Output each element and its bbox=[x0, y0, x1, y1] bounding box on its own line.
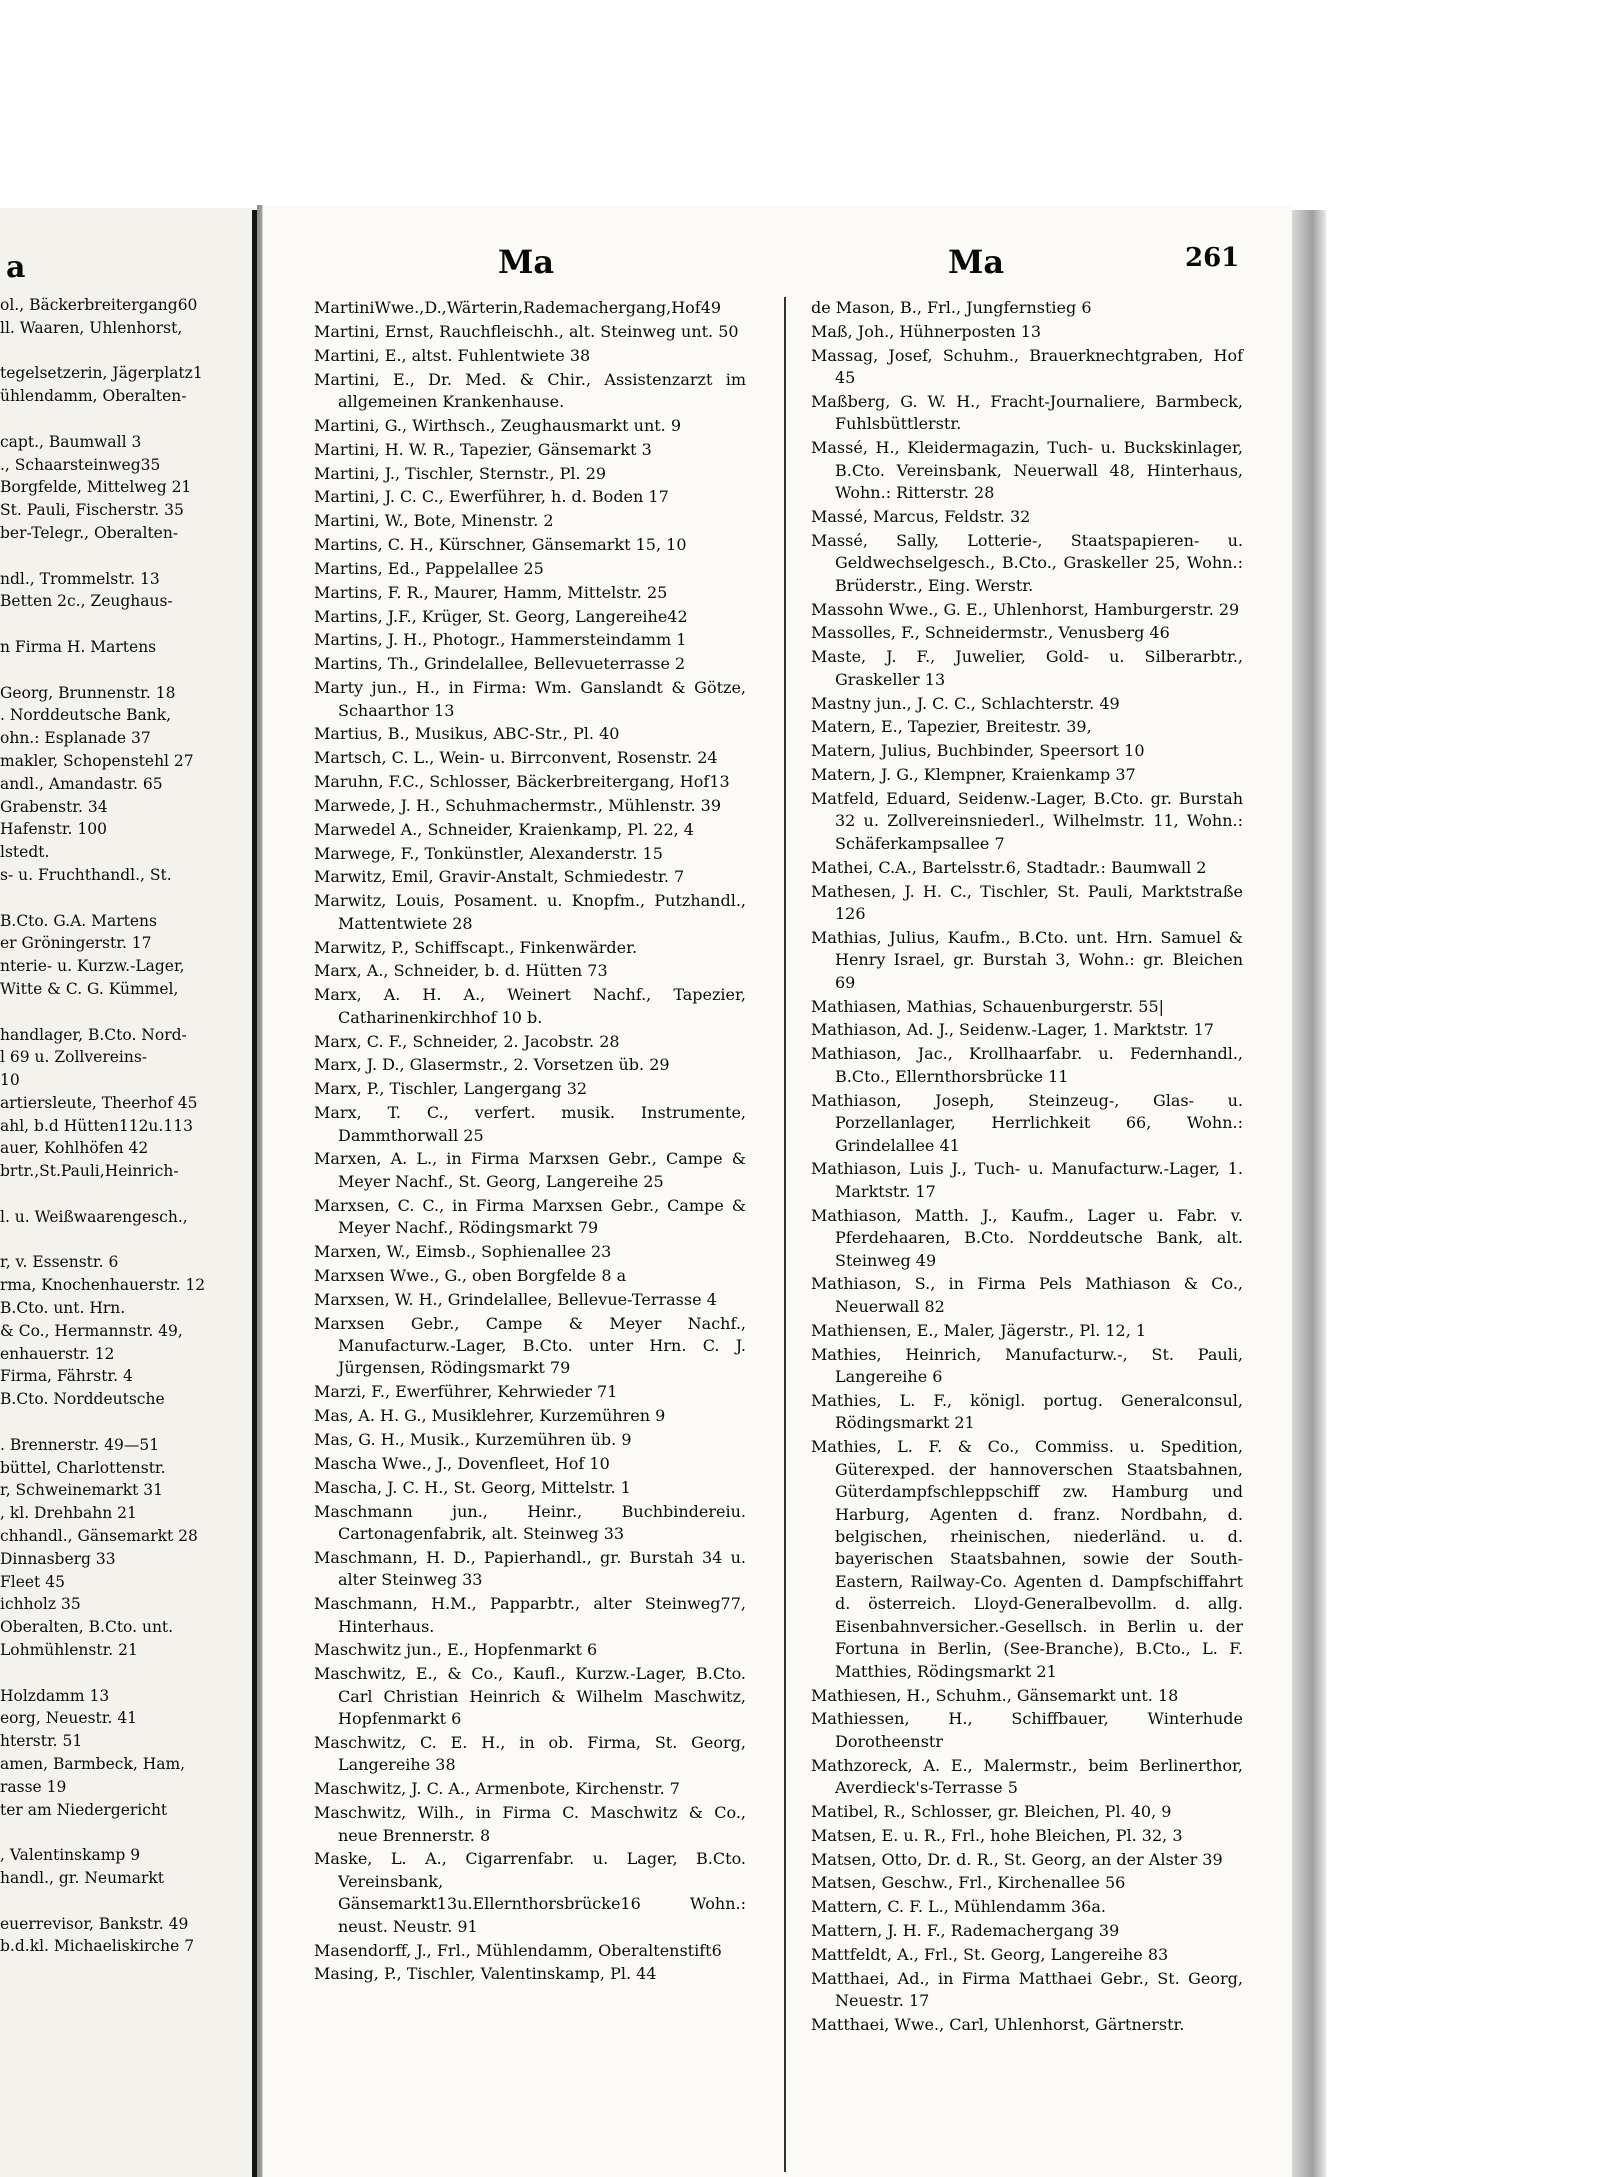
left-page-line: handl., gr. Neumarkt bbox=[0, 1868, 165, 1887]
left-page-line bbox=[0, 1229, 250, 1252]
directory-entry: de Mason, B., Frl., Jungfernstieg 6 bbox=[811, 298, 1092, 317]
directory-entry: Matfeld, Eduard, Seidenw.-Lager, B.Cto. gr. Burstah 32 u. Zollvereinsniederl., Wilhelmstr. 11, Wohn.: Schäferkampsallee 7 bbox=[811, 788, 1243, 853]
directory-entry: Massohn Wwe., G. E., Uhlenhorst, Hamburgerstr. 29 bbox=[811, 599, 1240, 619]
left-page-line: Georg, Brunnenstr. 18 bbox=[0, 683, 176, 702]
directory-entry: Martini, W., Bote, Minenstr. 2 bbox=[314, 511, 554, 531]
directory-entry: Mathiason, Ad. J., Seidenw.-Lager, 1. Marktstr. 17 bbox=[811, 1020, 1214, 1040]
directory-entry: Massé, Sally, Lotterie-, Staatspapieren- u. Geldwechselgesch., B.Cto., Graskeller 25, Wohn.: Brüderstr., Eing. Werstr. bbox=[811, 530, 1243, 595]
left-page-line: s- u. Fruchthandl., St. bbox=[0, 865, 172, 884]
left-page-line: rma, Knochenhauerstr. 12 bbox=[0, 1276, 206, 1295]
directory-entry: Maschmann, H. D., Papierhandl., gr. Burstah 34 u. alter Steinweg 33 bbox=[314, 1547, 746, 1590]
left-page-line: ühlendamm, Oberalten- bbox=[0, 387, 187, 406]
directory-entry: Marx, T. C., verfert. musik. Instrumente, Dammthorwall 25 bbox=[314, 1103, 746, 1145]
directory-entry: Mathiason, Joseph, Steinzeug-, Glas- u. Porzellanlager, Herrlichkeit 66, Wohn.: Grindelallee 41 bbox=[811, 1090, 1243, 1155]
left-page-line: chhandl., Gänsemarkt 28 bbox=[0, 1527, 198, 1546]
left-page-line: makler, Schopenstehl 27 bbox=[0, 751, 194, 770]
left-page-line bbox=[0, 340, 250, 363]
left-page-line bbox=[0, 613, 250, 636]
left-page-line: B.Cto. unt. Hrn. bbox=[0, 1299, 126, 1318]
left-page-fragment bbox=[0, 208, 255, 2177]
left-page-line: Hafenstr. 100 bbox=[0, 820, 107, 839]
directory-entry: Martins, C. H., Kürschner, Gänsemarkt 15, 10 bbox=[314, 535, 687, 555]
left-page-line: Betten 2c., Zeughaus- bbox=[0, 592, 173, 611]
directory-entry: Marxen, W., Eimsb., Sophienallee 23 bbox=[314, 1242, 612, 1262]
left-page-line: euerrevisor, Bankstr. 49 bbox=[0, 1914, 189, 1933]
directory-entry: Marwitz, Louis, Posament. u. Knopfm., Putzhandl., Mattentwiete 28 bbox=[314, 891, 746, 933]
directory-entry: Marxsen Gebr., Campe & Meyer Nachf., Manufacturw.-Lager, B.Cto. unter Hrn. C. J. Jürgensen, Rödingsmarkt 79 bbox=[314, 1313, 746, 1378]
left-page-line: 10 bbox=[0, 1071, 20, 1090]
page-number: 261 bbox=[1185, 243, 1240, 273]
directory-entry: Marxen, A. L., in Firma Marxsen Gebr., Campe & Meyer Nachf., St. Georg, Langereihe 25 bbox=[314, 1149, 746, 1191]
directory-entry: Maschwitz, C. E. H., in ob. Firma, St. Georg, Langereihe 38 bbox=[314, 1733, 746, 1775]
directory-entry: Martins, F. R., Maurer, Hamm, Mittelstr. 25 bbox=[314, 582, 668, 602]
directory-entry: Mattern, J. H. F., Rademachergang 39 bbox=[811, 1921, 1120, 1941]
directory-entry: Mathiason, S., in Firma Pels Mathiason & Co., Neuerwall 82 bbox=[811, 1274, 1243, 1316]
left-page-line: artiersleute, Theerhof 45 bbox=[0, 1093, 198, 1112]
directory-entry: Mathiason, Luis J., Tuch- u. Manufacturw.-Lager, 1. Marktstr. 17 bbox=[811, 1159, 1243, 1201]
left-page-line: ., Schaarsteinweg35 bbox=[0, 455, 161, 474]
left-page-line: tegelsetzerin, Jägerplatz1 bbox=[0, 364, 203, 383]
left-page-line bbox=[0, 659, 250, 682]
directory-entry: Marty jun., H., in Firma: Wm. Ganslandt & Götze, Schaarthor 13 bbox=[314, 678, 746, 720]
left-page-line: amen, Barmbeck, Ham, bbox=[0, 1755, 186, 1773]
directory-entry: Mascha, J. C. H., St. Georg, Mittelstr. 1 bbox=[314, 1477, 631, 1497]
left-page-header: a bbox=[6, 250, 26, 285]
directory-entry: Masendorff, J., Frl., Mühlendamm, Oberaltenstift6 bbox=[314, 1940, 722, 1960]
directory-entry: Martini, E., Dr. Med. & Chir., Assistenzarzt im allgemeinen Krankenhause. bbox=[314, 369, 746, 411]
directory-entry: Martini, E., altst. Fuhlentwiete 38 bbox=[314, 345, 591, 365]
directory-entry: Martini, Ernst, Rauchfleischh., alt. Steinweg unt. 50 bbox=[314, 321, 739, 341]
left-page-line: Lohmühlenstr. 21 bbox=[0, 1641, 138, 1660]
directory-entry: Matsen, Otto, Dr. d. R., St. Georg, an der Alster 39 bbox=[811, 1849, 1223, 1869]
column-header-right: Ma bbox=[948, 243, 1005, 281]
directory-entry: Maschmann jun., Heinr., Buchbindereiu. Cartonagenfabrik, alt. Steinweg 33 bbox=[314, 1501, 746, 1543]
directory-entry: Marwitz, Emil, Gravir-Anstalt, Schmiedestr. 7 bbox=[314, 867, 685, 887]
directory-entry: Mathiesen, H., Schuhm., Gänsemarkt unt. 18 bbox=[811, 1685, 1179, 1705]
left-page-line: Oberalten, B.Cto. unt. bbox=[0, 1618, 174, 1637]
directory-entry: Matthaei, Wwe., Carl, Uhlenhorst, Gärtnerstr. bbox=[811, 2015, 1185, 2035]
left-page-line: eorg, Neuestr. 41 bbox=[0, 1709, 138, 1728]
left-page-line: Grabenstr. 34 bbox=[0, 797, 108, 816]
directory-entry: Mastny jun., J. C. C., Schlachterstr. 49 bbox=[811, 693, 1120, 713]
left-page-line bbox=[0, 887, 250, 910]
left-page-line: b.d.kl. Michaeliskirche 7 bbox=[0, 1937, 195, 1956]
left-page-line: ahl, b.d Hütten112u.113 bbox=[0, 1116, 193, 1135]
directory-entry: Martsch, C. L., Wein- u. Birrconvent, Rosenstr. 24 bbox=[314, 748, 718, 768]
left-page-line: Witte & C. G. Kümmel, bbox=[0, 979, 179, 998]
left-page-line: enhauerstr. 12 bbox=[0, 1344, 115, 1363]
directory-entry: Martini, J., Tischler, Sternstr., Pl. 29 bbox=[314, 463, 607, 483]
directory-entry: Matsen, Geschw., Frl., Kirchenallee 56 bbox=[811, 1873, 1126, 1893]
directory-entry: Massolles, F., Schneidermstr., Venusberg 46 bbox=[811, 623, 1170, 643]
directory-column-1 bbox=[314, 297, 746, 1987]
left-page-line: ichholz 35 bbox=[0, 1595, 81, 1614]
left-page-line: Firma, Fährstr. 4 bbox=[0, 1367, 133, 1386]
directory-entry: Marxsen Wwe., G., oben Borgfelde 8 a bbox=[314, 1265, 627, 1285]
left-page-line: lstedt. bbox=[0, 843, 50, 862]
directory-entry: Matern, J. G., Klempner, Kraienkamp 37 bbox=[811, 765, 1136, 785]
directory-entry: Marx, P., Tischler, Langergang 32 bbox=[314, 1079, 588, 1099]
left-page-line bbox=[0, 1183, 250, 1206]
page-edge bbox=[1292, 210, 1326, 2177]
directory-entry: Massag, Josef, Schuhm., Brauerknechtgraben, Hof 45 bbox=[811, 345, 1243, 388]
left-page-line: Holzdamm 13 bbox=[0, 1686, 110, 1705]
directory-entry: Martini, G., Wirthsch., Zeughausmarkt unt. 9 bbox=[314, 415, 682, 435]
directory-entry: Massé, H., Kleidermagazin, Tuch- u. Buckskinlager, B.Cto. Vereinsbank, Neuerwall 48, Hinterhaus, Wohn.: Ritterstr. 28 bbox=[811, 438, 1243, 503]
left-page-text bbox=[0, 294, 250, 1958]
left-page-line: ohn.: Esplanade 37 bbox=[0, 729, 151, 748]
directory-entry: Mas, A. H. G., Musiklehrer, Kurzemühren 9 bbox=[314, 1406, 666, 1426]
left-page-line: r, v. Essenstr. 6 bbox=[0, 1253, 119, 1272]
directory-entry: Maschwitz, E., & Co., Kaufl., Kurzw.-Lager, B.Cto. Carl Christian Heinrich & Wilhelm Maschwitz, Hopfenmarkt 6 bbox=[314, 1664, 746, 1729]
left-page-line bbox=[0, 408, 250, 431]
left-page-line: auer, Kohlhöfen 42 bbox=[0, 1139, 149, 1158]
directory-entry: Martini, H. W. R., Tapezier, Gänsemarkt 3 bbox=[314, 439, 652, 459]
directory-entry: Matthaei, Ad., in Firma Matthaei Gebr., St. Georg, Neuestr. 17 bbox=[811, 1968, 1243, 2011]
directory-entry: Maschwitz jun., E., Hopfenmarkt 6 bbox=[314, 1640, 598, 1660]
left-page-line: , kl. Drehbahn 21 bbox=[0, 1504, 137, 1523]
left-page-line: capt., Baumwall 3 bbox=[0, 432, 142, 451]
column-divider bbox=[784, 297, 786, 2172]
left-page-line: l 69 u. Zollvereins- bbox=[0, 1048, 148, 1067]
directory-entry: Matern, E., Tapezier, Breitestr. 39, bbox=[811, 717, 1092, 737]
directory-entry: Matibel, R., Schlosser, gr. Bleichen, Pl. 40, 9 bbox=[811, 1801, 1172, 1821]
left-page-line: & Co., Hermannstr. 49, bbox=[0, 1321, 183, 1340]
left-page-line: . Brennerstr. 49—51 bbox=[0, 1435, 160, 1454]
left-page-line: nterie- u. Kurzw.-Lager, bbox=[0, 957, 185, 976]
directory-entry: Marx, A., Schneider, b. d. Hütten 73 bbox=[314, 961, 608, 981]
directory-entry: Marzi, F., Ewerführer, Kehrwieder 71 bbox=[314, 1382, 618, 1402]
directory-entry: Marx, C. F., Schneider, 2. Jacobstr. 28 bbox=[314, 1031, 620, 1051]
left-page-line bbox=[0, 1411, 250, 1434]
left-page-line: hterstr. 51 bbox=[0, 1732, 83, 1751]
directory-entry: Mathiasen, Mathias, Schauenburgerstr. 55| bbox=[811, 996, 1165, 1016]
directory-entry: Maruhn, F.C., Schlosser, Bäckerbreitergang, Hof13 bbox=[314, 772, 730, 792]
left-page-line: ol., Bäckerbreitergang60 bbox=[0, 296, 198, 314]
directory-entry: Mathiensen, E., Maler, Jägerstr., Pl. 12, 1 bbox=[811, 1320, 1147, 1340]
left-page-line: , Valentinskamp 9 bbox=[0, 1846, 141, 1865]
column-header-left: Ma bbox=[498, 243, 555, 281]
left-page-line: büttel, Charlottenstr. bbox=[0, 1458, 166, 1477]
left-page-line: andl., Amandastr. 65 bbox=[0, 774, 163, 793]
left-page-line: Borgfelde, Mittelweg 21 bbox=[0, 478, 192, 497]
directory-entry: Matsen, E. u. R., Frl., hohe Bleichen, Pl. 32, 3 bbox=[811, 1825, 1183, 1845]
left-page-line bbox=[0, 545, 250, 568]
directory-entry: Maschwitz, J. C. A., Armenbote, Kirchenstr. 7 bbox=[314, 1779, 680, 1799]
directory-entry: Marx, J. D., Glasermstr., 2. Vorsetzen üb. 29 bbox=[314, 1055, 670, 1075]
directory-entry: Martius, B., Musikus, ABC-Str., Pl. 40 bbox=[314, 724, 620, 744]
directory-entry: Mathies, Heinrich, Manufacturw.-, St. Pauli, Langereihe 6 bbox=[811, 1344, 1243, 1386]
directory-entry: Mathiason, Jac., Krollhaarfabr. u. Federnhandl., B.Cto., Ellernthorsbrücke 11 bbox=[811, 1044, 1243, 1086]
directory-entry: Maste, J. F., Juwelier, Gold- u. Silberarbtr., Graskeller 13 bbox=[811, 647, 1243, 689]
directory-entry: Mathiason, Matth. J., Kaufm., Lager u. Fabr. v. Pferdehaaren, B.Cto. Norddeutsche Bank, alt. Steinweg 49 bbox=[811, 1205, 1243, 1270]
directory-entry: Mathei, C.A., Bartelsstr.6, Stadtadr.: Baumwall 2 bbox=[811, 857, 1207, 877]
left-page-line: Fleet 45 bbox=[0, 1572, 65, 1591]
directory-entry: Martini, J. C. C., Ewerführer, h. d. Boden 17 bbox=[314, 487, 669, 507]
directory-entry: Masing, P., Tischler, Valentinskamp, Pl. 44 bbox=[314, 1964, 657, 1984]
directory-column-2 bbox=[811, 297, 1243, 2038]
directory-entry: Marwitz, P., Schiffscapt., Finkenwärder. bbox=[314, 937, 638, 957]
directory-entry: Mathzoreck, A. E., Malermstr., beim Berlinerthor, Averdieck's-Terrasse 5 bbox=[811, 1755, 1243, 1798]
directory-entry: Marxsen, C. C., in Firma Marxsen Gebr., Campe & Meyer Nachf., Rödingsmarkt 79 bbox=[314, 1195, 746, 1238]
directory-entry: Maschmann, H.M., Papparbtr., alter Steinweg77, Hinterhaus. bbox=[314, 1594, 746, 1636]
left-page-line: Dinnasberg 33 bbox=[0, 1549, 116, 1568]
directory-entry: Mascha Wwe., J., Dovenfleet, Hof 10 bbox=[314, 1453, 610, 1473]
directory-entry: Mas, G. H., Musik., Kurzemühren üb. 9 bbox=[314, 1429, 632, 1449]
left-page-line: n Firma H. Martens bbox=[0, 637, 157, 656]
left-page-line: . Norddeutsche Bank, bbox=[0, 706, 172, 725]
left-page-line: brtr.,St.Pauli,Heinrich- bbox=[0, 1162, 179, 1181]
left-page-line: ll. Waaren, Uhlenhorst, bbox=[0, 318, 183, 337]
directory-entry: Mattfeldt, A., Frl., St. Georg, Langereihe 83 bbox=[811, 1945, 1169, 1965]
left-page-line bbox=[0, 1662, 250, 1685]
left-page-line: er Gröningerstr. 17 bbox=[0, 934, 152, 953]
directory-entry: Massé, Marcus, Feldstr. 32 bbox=[811, 507, 1031, 527]
left-page-line: l. u. Weißwaarengesch., bbox=[0, 1207, 188, 1226]
directory-entry: Maschwitz, Wilh., in Firma C. Maschwitz & Co., neue Brennerstr. 8 bbox=[314, 1803, 746, 1845]
directory-entry: Martins, J.F., Krüger, St. Georg, Langereihe42 bbox=[314, 606, 688, 626]
directory-entry: Martins, J. H., Photogr., Hammersteindamm 1 bbox=[314, 630, 687, 650]
directory-entry: Mathesen, J. H. C., Tischler, St. Pauli, Marktstraße 126 bbox=[811, 881, 1243, 924]
left-page-line: B.Cto. Norddeutsche bbox=[0, 1390, 165, 1409]
left-page-line: handlager, B.Cto. Nord- bbox=[0, 1025, 187, 1044]
directory-entry: Mathies, L. F. & Co., Commiss. u. Spedition, Güterexped. der hannoverschen Staatsbahnen, Güterdampfschleppschiff zw. Hamburg und Harburg, Agenten d. franz. Nordbahn, d. belgischen, rheinischen, niederländ. u. d. bayerischen Staatsbahnen, sowie der South-Eastern, Railway-Co. Agenten d. Dampfschiffahrt d. österreich. Lloyd-Generalbevollm. d. allg. Eisenbahnversicher.-Gesellsch. in Berlin u. der Fortuna in Berlin, (See-Branche), B.Cto., L. F. Matthies, Rödingsmarkt 21 bbox=[811, 1437, 1243, 1681]
directory-entry: Marwedel A., Schneider, Kraienkamp, Pl. 22, 4 bbox=[314, 819, 694, 839]
directory-entry: Maß, Joh., Hühnerposten 13 bbox=[811, 321, 1042, 341]
directory-entry: Martins, Ed., Pappelallee 25 bbox=[314, 558, 544, 578]
directory-entry: Mattern, C. F. L., Mühlendamm 36a. bbox=[811, 1897, 1106, 1917]
directory-entry: Marwede, J. H., Schuhmachermstr., Mühlenstr. 39 bbox=[314, 795, 722, 815]
left-page-line: St. Pauli, Fischerstr. 35 bbox=[0, 501, 184, 520]
left-page-line: B.Cto. G.A. Martens bbox=[0, 911, 157, 930]
directory-entry: Marx, A. H. A., Weinert Nachf., Tapezier, Catharinenkirchhof 10 b. bbox=[314, 985, 746, 1027]
right-page bbox=[262, 205, 1293, 2177]
left-page-line: ter am Niedergericht bbox=[0, 1800, 168, 1819]
directory-entry: Marwege, F., Tonkünstler, Alexanderstr. 15 bbox=[314, 843, 663, 863]
directory-entry: Marxsen, W. H., Grindelallee, Bellevue-Terrasse 4 bbox=[314, 1289, 717, 1309]
directory-entry: Maßberg, G. W. H., Fracht-Journaliere, Barmbeck, Fuhlsbüttlerstr. bbox=[811, 391, 1243, 434]
directory-entry: Mathiessen, H., Schiffbauer, Winterhude Dorotheenstr bbox=[811, 1709, 1243, 1751]
directory-entry: Matern, Julius, Buchbinder, Speersort 10 bbox=[811, 741, 1145, 761]
directory-entry: MartiniWwe.,D.,Wärterin,Rademachergang,Hof49 bbox=[314, 298, 722, 317]
directory-entry: Maske, L. A., Cigarrenfabr. u. Lager, B.Cto. Vereinsbank, Gänsemarkt13u.Ellernthorsbrücke16 Wohn.: neust. Neustr. 91 bbox=[314, 1849, 746, 1936]
left-page-line: ber-Telegr., Oberalten- bbox=[0, 523, 179, 542]
directory-entry: Mathies, L. F., königl. portug. Generalconsul, Rödingsmarkt 21 bbox=[811, 1390, 1243, 1433]
left-page-line bbox=[0, 1890, 250, 1913]
directory-entry: Martins, Th., Grindelallee, Bellevueterrasse 2 bbox=[314, 654, 686, 674]
directory-entry: Mathias, Julius, Kaufm., B.Cto. unt. Hrn. Samuel & Henry Israel, gr. Burstah 3, Wohn.: gr. Bleichen 69 bbox=[811, 927, 1243, 992]
left-page-line: r, Schweinemarkt 31 bbox=[0, 1481, 164, 1500]
left-page-line: ndl., Trommelstr. 13 bbox=[0, 569, 160, 588]
gutter-binding bbox=[252, 210, 257, 2177]
left-page-line: rasse 19 bbox=[0, 1777, 67, 1796]
left-page-line bbox=[0, 1821, 250, 1844]
left-page-line bbox=[0, 1001, 250, 1024]
